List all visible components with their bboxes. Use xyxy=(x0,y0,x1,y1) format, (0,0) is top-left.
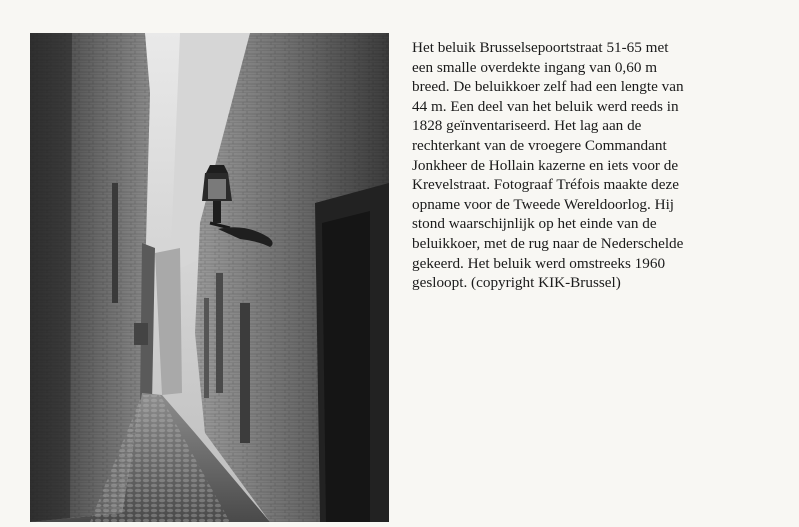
caption-line: gekeerd. Het beluik werd omstreeks 1960 xyxy=(412,254,666,272)
caption-line: Krevelstraat. Fotograaf Tréfois maakte deze xyxy=(412,176,679,194)
caption-line: een smalle overdekte ingang van 0,60 m xyxy=(412,58,658,76)
caption-line: opname voor de Tweede Wereldoorlog. Hij xyxy=(412,195,675,213)
caption-line: 1828 geïnventariseerd. Het lag aan de xyxy=(412,117,642,135)
caption-line: beluikkoer, met de rug naar de Nederschelde xyxy=(412,234,684,252)
alley-photograph xyxy=(30,33,389,522)
caption-line: stond waarschijnlijk op het einde van de xyxy=(412,215,657,233)
photo-caption xyxy=(412,38,792,293)
caption-line: 44 m. Een deel van het beluik werd reeds in xyxy=(412,97,679,115)
caption-line: Jonkheer de Hollain kazerne en iets voor de xyxy=(412,156,679,174)
caption-line: gesloopt. (copyright KIK-Brussel) xyxy=(412,274,621,292)
caption-line: rechterkant van de vroegere Commandant xyxy=(412,136,667,154)
caption-line: breed. De beluikkoer zelf had een lengte van xyxy=(412,78,684,96)
caption-line: Het beluik Brusselsepoortstraat 51-65 met xyxy=(412,39,669,56)
